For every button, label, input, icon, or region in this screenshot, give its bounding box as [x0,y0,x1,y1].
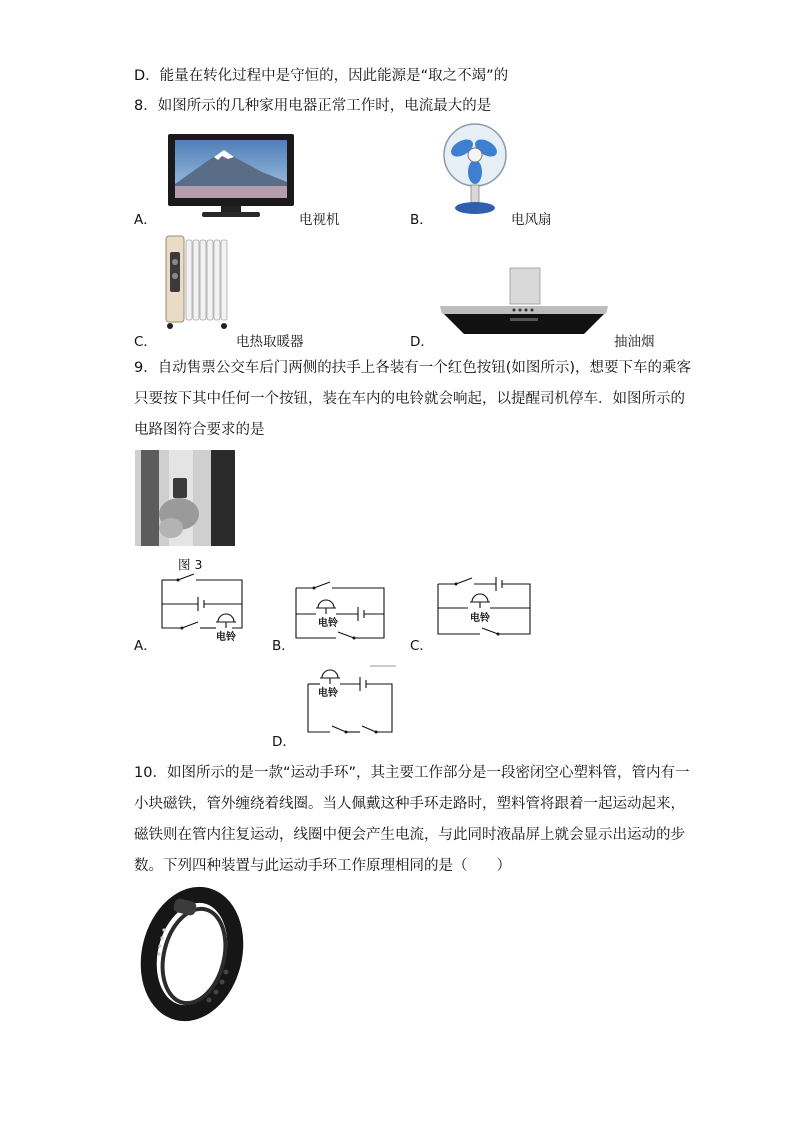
circuit-c [432,570,538,646]
fan-image [440,122,510,218]
q9-option-d-label: D． [272,734,296,750]
q10-stem-line-2: 小块磁铁，管外缠绕着线圈。当人佩戴这种手环走路时，塑料管将跟着一起运动起来， [134,796,685,812]
q10-stem-line-3: 磁铁则在管内往复运动，线圈中便会产生电流，与此同时液晶屏上就会显示出运动的步 [134,827,685,843]
circuit-a [154,570,250,646]
tv-image [166,132,296,218]
bell-label-a: 电铃 [216,632,236,643]
bell-label-d: 电铃 [318,688,338,699]
q8-option-d-caption: 抽油烟 [614,334,655,350]
bell-label-b: 电铃 [318,618,338,629]
q10-stem-line-1: 10．如图所示的是一款“运动手环”，其主要工作部分是一段密闭空心塑料管，管内有一 [134,765,690,781]
q9-stem-line-1: 9．自动售票公交车后门两侧的扶手上各装有一个红色按钮(如图所示)，想要下车的乘客 [134,360,692,376]
q8-option-b-caption: 电风扇 [511,212,552,228]
figure-3-caption: 图 3 [178,557,203,572]
circuit-d [300,664,400,740]
circuit-b [290,578,390,646]
q9-stem-line-2: 只要按下其中任何一个按钮，装在车内的电铃就会响起，以提醒司机停车．如图所示的 [134,391,685,407]
q8-option-a-caption: 电视机 [299,212,340,228]
handrail-button-photo [135,450,235,546]
q8-option-d-label: D． [410,334,434,350]
q8-option-b-label: B． [410,212,433,228]
q9-option-c-label: C． [410,638,433,654]
q9-option-b-label: B． [272,638,295,654]
range-hood-image [438,266,610,338]
q8-option-c-caption: 电热取暖器 [236,334,304,350]
q10-stem-line-4: 数。下列四种装置与此运动手环工作原理相同的是（ ） [134,858,511,874]
q8-stem: 8．如图所示的几种家用电器正常工作时，电流最大的是 [134,98,492,114]
q9-option-a-label: A． [134,638,157,654]
q7-option-d: D．能量在转化过程中是守恒的，因此能源是“取之不竭”的 [134,68,509,84]
q9-stem-line-3: 电路图符合要求的是 [134,422,265,438]
bell-label-c: 电铃 [470,613,490,624]
wristband-image [134,882,244,1024]
heater-image [162,232,232,332]
q8-option-c-label: C． [134,334,157,350]
q8-option-a-label: A． [134,212,157,228]
